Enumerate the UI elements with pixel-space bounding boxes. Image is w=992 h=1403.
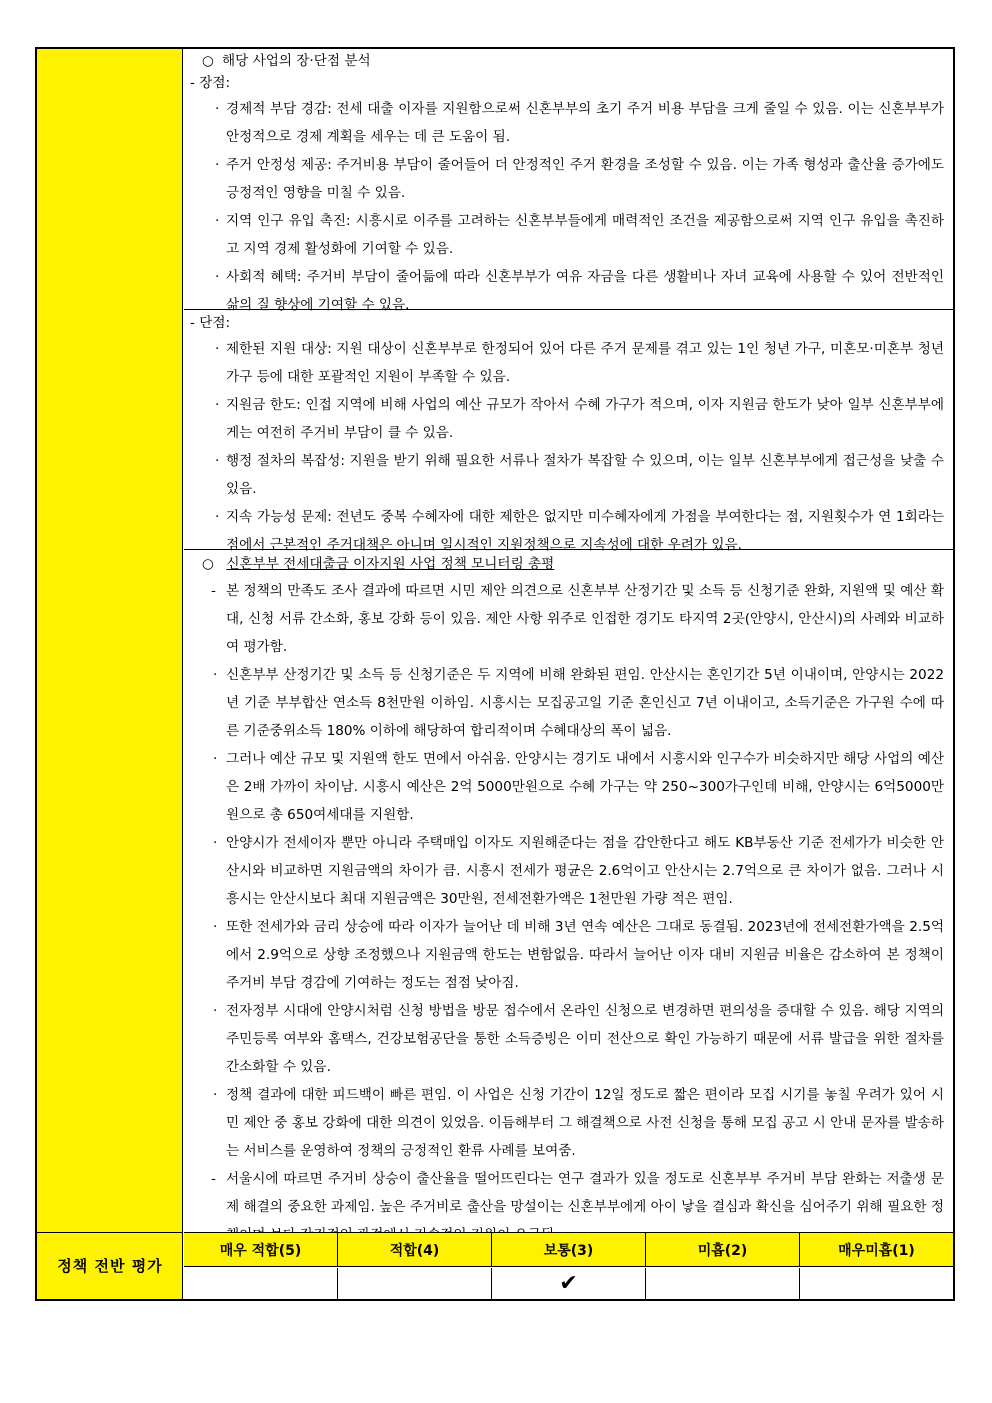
item-text: 지속 가능성 문제: 전년도 중복 수혜자에 대한 제한은 없지만 미수혜자에게 가점을 부여한다는 점, 지원횟수가 연 1회라는 점에서 근본적인 주거대책은 아니며 일시적인 지원정책으로 지속성에 대한 우려가 있음. <box>226 509 944 553</box>
item-text: 주거 안정성 제공: 주거비용 부담이 줄어들어 더 안정적인 주거 환경을 조성할 수 있음. 이는 가족 형성과 출산율 증가에도 긍정적인 영향을 미칠 수 있음. <box>226 157 944 201</box>
monitoring-item <box>184 661 944 745</box>
policy-evaluation-table <box>35 47 955 1301</box>
monitoring-section <box>184 551 953 1233</box>
pros-item <box>184 151 944 207</box>
bullet-mark: · <box>215 453 220 469</box>
pros-section <box>184 49 953 313</box>
circle-bullet-icon: ○ <box>202 556 214 572</box>
monitoring-item <box>184 745 944 829</box>
pros-item <box>184 95 944 151</box>
pros-cons-header: ○ 해당 사업의 장·단점 분석 <box>184 49 944 73</box>
item-text: 또한 전세가와 금리 상승에 따라 이자가 늘어난 데 비해 3년 연속 예산은 그대로 동결됨. 2023년에 전세전환가액을 2.5억에서 2.9억으로 상향 조정했으나 지원금액 한도는 변함없음. 따라서 늘어난 이자 대비 지원금 비율은 감소하여 본 정책이 주거비 부담 경감에 기여하는 정도는 점점 낮아짐. <box>226 919 944 991</box>
bullet-mark: · <box>213 835 218 851</box>
item-text: 제한된 지원 대상: 지원 대상이 신혼부부로 한정되어 있어 다른 주거 문제를 겪고 있는 1인 청년 가구, 미혼모·미혼부 청년 가구 등에 대한 포괄적인 지원이 부족할 수 있음. <box>226 341 944 385</box>
evaluation-label: 정책 전반 평가 <box>57 1257 163 1275</box>
rating-option-cell[interactable] <box>492 1268 646 1299</box>
bullet-mark: · <box>213 1003 218 1019</box>
item-text: 안양시가 전세이자 뿐만 아니라 주택매입 이자도 지원해준다는 점을 감안한다고 해도 KB부동산 기준 전세가가 비슷한 안산시와 비교하면 지원금액의 차이가 큼. 시흥시 전세가 평균은 2.6억이고 안산시는 2.7억으로 큰 차이가 없음. 그러나 시흥시는 안산시보다 최대 지원금액은 30만원, 전세전환가액은 1천만원 가량 적은 편임. <box>226 835 944 907</box>
cons-list <box>184 335 944 559</box>
monitoring-header: ○ 신혼부부 전세대출금 이자지원 사업 정책 모니터링 총평 <box>184 551 944 577</box>
item-text: 지역 인구 유입 촉진: 시흥시로 이주를 고려하는 신혼부부들에게 매력적인 조건을 제공함으로써 지역 인구 유입을 촉진하고 지역 경제 활성화에 기여할 수 있음. <box>226 213 944 257</box>
bullet-mark: · <box>213 667 218 683</box>
monitoring-item <box>184 1081 944 1165</box>
rating-value-row <box>184 1268 953 1299</box>
monitoring-item <box>184 913 944 997</box>
bullet-mark: · <box>215 341 220 357</box>
bullet-mark: · <box>213 919 218 935</box>
bullet-mark: · <box>215 397 220 413</box>
bullet-mark: · <box>215 269 220 285</box>
item-text: 서울시에 따르면 주거비 상승이 출산율을 떨어뜨린다는 연구 결과가 있을 정도로 신혼부부 주거비 부담 완화는 저출생 문제 해결의 중요한 과제임. 높은 주거비로 출산을 망설이는 신혼부부에게 아이 낳을 결심과 확신을 심어주기 위해 필요한 정 <box>226 1171 944 1215</box>
bullet-mark: · <box>215 213 220 229</box>
cons-section <box>184 311 953 553</box>
monitoring-item <box>184 577 944 661</box>
rating-option-label: 보통(3) <box>492 1233 646 1266</box>
item-text: 신혼부부 산정기간 및 소득 등 신청기준은 두 지역에 비해 완화된 편임. 안산시는 혼인기간 5년 이내이며, 안양시는 2022년 기준 부부합산 연소득 8천만원 이하임. 시흥시는 모집공고일 기준 혼인신고 7년 이내이고, 소득기준은 가구원 수에 따른 기준중위소득 180% 이하에 해당하여 합리적이며 수혜대상의 폭이 넓음. <box>226 667 944 739</box>
pros-label: - 장점: <box>190 75 231 91</box>
rating-option-cell[interactable] <box>338 1268 492 1299</box>
bullet-mark: - <box>211 583 216 599</box>
check-mark-icon: ✔ <box>559 1271 578 1296</box>
rating-option-label: 미흡(2) <box>646 1233 800 1266</box>
left-label-column <box>37 49 183 1299</box>
cons-item <box>184 335 944 391</box>
item-text: 사회적 혜택: 주거비 부담이 줄어듦에 따라 신혼부부가 여유 자금을 다른 생활비나 자녀 교육에 사용할 수 있어 전반적인 삶의 질 향상에 기여할 수 있음. <box>226 269 944 313</box>
monitoring-list <box>184 577 944 1249</box>
rating-option-cell[interactable] <box>184 1268 338 1299</box>
circle-bullet-icon: ○ <box>202 53 214 69</box>
rating-option-cell[interactable] <box>646 1268 800 1299</box>
rating-option-cell[interactable] <box>800 1268 953 1299</box>
rating-header-row <box>184 1233 953 1267</box>
item-text: 경제적 부담 경감: 전세 대출 이자를 지원함으로써 신혼부부의 초기 주거 비용 부담을 크게 줄일 수 있음. 이는 신혼부부가 안정적으로 경제 계획을 세우는 데 큰 도움이 됨. <box>226 101 944 145</box>
bullet-mark: · <box>213 1087 218 1103</box>
bullet-mark: · <box>215 101 220 117</box>
item-text: 지원금 한도: 인접 지역에 비해 사업의 예산 규모가 작아서 수혜 가구가 적으며, 이자 지원금 한도가 낮아 일부 신혼부부에게는 여전히 주거비 부담이 클 수 있음. <box>226 397 944 441</box>
item-text: 그러나 예산 규모 및 지원액 한도 면에서 아쉬움. 안양시는 경기도 내에서 시흥시와 인구수가 비슷하지만 해당 사업의 예산은 2배 가까이 차이남. 시흥시 예산은 2억 5000만원으로 수혜 가구는 약 250~300가구인데 비해, 안양시는 6억5000만원으로 총 650여세대를 지원함. <box>226 751 944 823</box>
item-text: 행정 절차의 복잡성: 지원을 받기 위해 필요한 서류나 절차가 복잡할 수 있으며, 이는 일부 신혼부부에게 접근성을 낮출 수 있음. <box>226 453 944 497</box>
item-text: 정책 결과에 대한 피드백이 빠른 편임. 이 사업은 신청 기간이 12일 정도로 짧은 편이라 모집 시기를 놓칠 우려가 있어 시민 제안 중 홍보 강화에 대한 의견이 있었음. 이듬해부터 그 해결책으로 사전 신청을 통해 모집 공고 시 안내 문자를 발송하는 서비스를 운영하여 정책의 긍정적인 환류 사례를 보여줌. <box>226 1087 944 1159</box>
rating-option-label: 적합(4) <box>338 1233 492 1266</box>
cons-item <box>184 391 944 447</box>
cons-item <box>184 447 944 503</box>
bullet-mark: · <box>213 751 218 767</box>
rating-option-label: 매우 적합(5) <box>184 1233 338 1266</box>
item-text: 본 정책의 만족도 조사 결과에 따르면 시민 제안 의견으로 신혼부부 산정기간 및 소득 등 신청기준 완화, 지원액 및 예산 확대, 신청 서류 간소화, 홍보 강화 등이 있음. 제안 사항 위주로 인접한 경기도 타지역 2곳(안양시, 안산시)의 사례와 비교하여 평가함. <box>226 583 944 655</box>
monitoring-item <box>184 829 944 913</box>
bullet-mark: · <box>215 157 220 173</box>
rating-option-label: 매우미흡(1) <box>838 1242 915 1259</box>
monitoring-item <box>184 997 944 1081</box>
item-text: 전자정부 시대에 안양시처럼 신청 방법을 방문 접수에서 온라인 신청으로 변경하면 편의성을 증대할 수 있음. 해당 지역의 주민등록 여부와 홈택스, 건강보험공단을 통한 소득증빙은 이미 전산으로 확인 가능하기 때문에 서류 발급을 위한 절차를 간소화할 수 있음. <box>226 1003 944 1075</box>
bullet-mark: · <box>215 509 220 525</box>
pros-list <box>184 95 944 319</box>
pros-item <box>184 207 944 263</box>
cons-label: - 단점: <box>190 315 231 331</box>
bullet-mark: - <box>211 1171 216 1187</box>
